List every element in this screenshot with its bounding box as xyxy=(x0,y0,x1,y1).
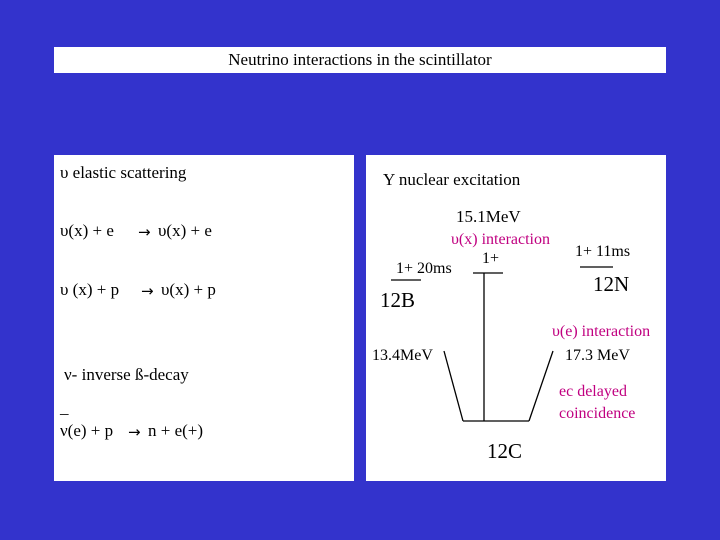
equation-nu-e-rhs: υ(x) + e xyxy=(158,221,212,240)
nuclear-excitation-panel xyxy=(366,155,666,481)
elastic-scattering-heading: υ elastic scattering xyxy=(60,163,187,182)
equation-ibd-lhs: ν(e) + p xyxy=(60,421,114,440)
c12-label: 12C xyxy=(487,439,523,463)
energy-17-3-label: 17.3 MeV xyxy=(565,347,630,364)
nuclear-excitation-heading: Υ nuclear excitation xyxy=(383,170,521,189)
b12-state-label: 1+ 20ms xyxy=(396,260,452,277)
equation-nu-p-rhs: υ(x) + p xyxy=(161,280,216,299)
equation-nu-e-lhs: υ(x) + e xyxy=(60,221,114,240)
title-banner xyxy=(54,47,666,73)
nux-interaction-label: υ(x) interaction xyxy=(451,231,550,248)
inverse-beta-decay-heading: ν- inverse ß-decay xyxy=(64,365,189,384)
arrow-icon: → xyxy=(128,423,141,441)
equation-ibd-rhs: n + e(+) xyxy=(148,421,204,440)
energy-level-diagram xyxy=(366,155,666,481)
arrow-icon: → xyxy=(141,282,154,300)
spin-1plus-label: 1+ xyxy=(482,250,500,267)
energy-13-4-label: 13.4MeV xyxy=(372,347,433,364)
arrow-icon: → xyxy=(138,223,151,241)
n12-decay-line xyxy=(529,351,553,421)
ec-delayed-label: ec delayed xyxy=(559,383,627,400)
elastic-scattering-panel xyxy=(54,155,354,481)
equation-nu-p-lhs: υ (x) + p xyxy=(60,280,120,299)
n12-label: 12N xyxy=(593,272,630,296)
energy-15-1-label: 15.1MeV xyxy=(456,207,521,226)
n12-state-label: 1+ 11ms xyxy=(575,243,631,260)
b12-decay-line xyxy=(444,351,463,421)
coincidence-label: coincidence xyxy=(559,405,636,422)
page-title: Neutrino interactions in the scintillator xyxy=(228,50,492,69)
antineutrino-overbar: _ xyxy=(60,398,69,417)
nue-interaction-label: υ(e) interaction xyxy=(552,323,651,340)
b12-label: 12B xyxy=(380,288,416,312)
